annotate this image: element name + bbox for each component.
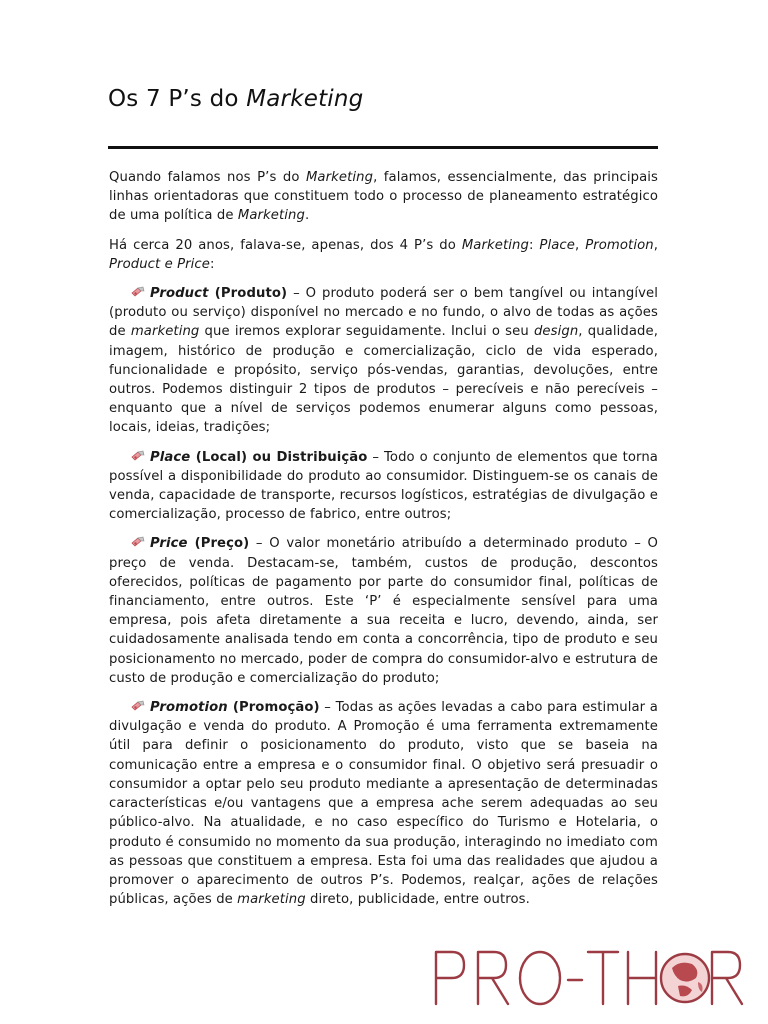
bullet-price-term: Price xyxy=(150,536,188,552)
bullet-place-term: Place xyxy=(150,449,191,465)
lead-text-1: Há cerca 20 anos, falava-se, apenas, dos 4 P’s do xyxy=(109,237,462,253)
intro-paragraph xyxy=(109,168,658,226)
bullet-product-emph-a: marketing xyxy=(130,324,200,340)
bullet-product-text-a: – O produto poderá ser o bem tangível ou intangível (produto ou serviço) disponível no mercado e no fundo, o alvo de todas as ações de xyxy=(109,286,659,340)
lead-text-2: : xyxy=(528,237,540,253)
intro-text-2: , falamos, essencialmente, das principais linhas orientadoras que constituem todo o processo de planeamento estratégico de uma política de xyxy=(109,170,658,224)
bullet-promotion-term-rest: (Promoção) xyxy=(227,700,320,716)
bullet-product-text-c: , qualidade, imagem, histórico de produção e comercialização, ciclo de vida esperado, funcionalidade e propósito, serviço pós-vendas, garantias, devoluções, entre outros. Podemos distinguir 2 tipos de produtos – perecíveis e não perecíveis – enquanto que a nível de serviços podemos enumerar alguns como pessoas, locais, ideias, tradições; xyxy=(109,324,658,436)
lead-text-5: : xyxy=(210,256,215,272)
page-title xyxy=(108,86,363,112)
title-divider xyxy=(108,146,658,149)
lead-emph-1: Marketing xyxy=(461,237,529,253)
bullet-price xyxy=(109,534,658,688)
intro-emph-1: Marketing xyxy=(305,170,374,185)
bullet-promotion xyxy=(109,698,658,909)
bullet-place xyxy=(109,448,658,525)
intro-text-1: Quando falamos nos P’s do xyxy=(109,170,306,185)
bullet-promotion-term: Promotion xyxy=(150,700,228,716)
red-ribbon-bullet-icon xyxy=(131,450,145,462)
prothor-logo xyxy=(430,946,746,1008)
bullet-product-emph-b: design xyxy=(533,324,579,340)
lead-text-3: , xyxy=(574,237,586,253)
intro-emph-2: Marketing xyxy=(237,208,305,224)
bullet-product-term: Product xyxy=(150,286,209,302)
lead-emph-4: Product e Price xyxy=(109,256,210,272)
bullet-place-text-a: – Todo o conjunto de elementos que torna possível a disponibilidade do produto ao consumidor. Distinguem-se os canais de venda, capacidade de transporte, recursos logísticos, estratégias de divulgação e comercialização, processo de fabrico, entre outros; xyxy=(109,449,658,523)
title-prefix: Os 7 P’s do xyxy=(108,86,247,112)
bullet-promotion-emph-a: marketing xyxy=(237,892,306,908)
bullet-price-text-a: – O valor monetário atribuído a determinado produto – O preço de venda. Destacam-se, também, custos de produção, descontos oferecidos, políticas de pagamento por parte do consumidor final, políticas de financiamento, entre outros. Este ‘P’ é especialmente sensível para uma empresa, pois afeta diretamente a sua receita e lucro, devendo, ainda, ser cuidadosamente analisada tendo em conta a concorrência, tipo de produto e seu posicionamento no mercado, poder de compra do consumidor-alvo e estrutura de custo de produção e comercialização do produto; xyxy=(109,536,659,686)
bullet-promotion-text-b: direto, publicidade, entre outros. xyxy=(305,892,530,908)
globe-icon xyxy=(661,954,709,1002)
lead-paragraph xyxy=(109,236,658,274)
document-body xyxy=(109,168,658,919)
bullet-product xyxy=(109,284,658,438)
lead-text-4: , xyxy=(653,237,659,253)
red-ribbon-bullet-icon xyxy=(131,700,145,712)
bullet-promotion-text-a: – Todas as ações levadas a cabo para estimular a divulgação e venda do produto. A Promoção é uma ferramenta extremamente útil para definir o posicionamento do produto, visto que se baseia na comunicação entre a empresa e o consumidor final. O objetivo será presuadir o consumidor a optar pelo seu produto mediante a apresentação de determinadas características e/ou vantagens que a empresa ache serem adequadas ao seu público-alvo. Na atualidade, e no caso específico do Turismo e Hotelaria, o produto é consumido no momento da sua produção, interagindo no imediato com as pessoas que constituem a empresa. Esta foi uma das realidades que ajudou a promover o aparecimento de outros P’s. Podemos, realçar, ações de relações públicas, ações de xyxy=(109,700,658,908)
bullet-product-term-rest: (Produto) xyxy=(208,286,288,302)
intro-text-3: . xyxy=(304,208,310,224)
red-ribbon-bullet-icon xyxy=(131,286,145,298)
bullet-place-term-rest: (Local) ou Distribuição xyxy=(190,449,368,465)
lead-emph-3: Promotion xyxy=(585,237,654,253)
red-ribbon-bullet-icon xyxy=(131,536,145,548)
bullet-price-term-rest: (Preço) xyxy=(187,536,250,552)
bullet-product-text-b: que iremos explorar seguidamente. Inclui o seu xyxy=(199,324,534,340)
lead-emph-2: Place xyxy=(539,237,575,253)
title-emphasis: Marketing xyxy=(246,86,364,112)
